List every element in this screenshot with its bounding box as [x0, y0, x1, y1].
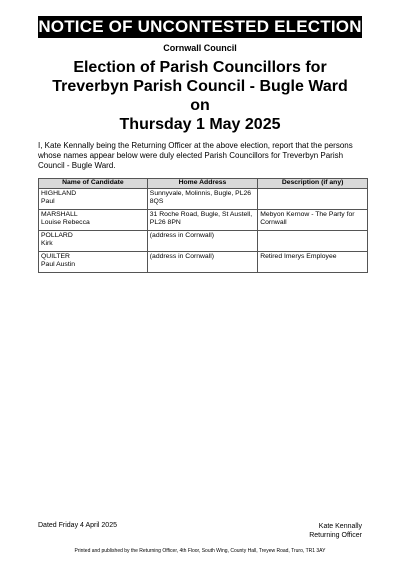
table-row	[39, 188, 368, 209]
candidates-table	[38, 178, 368, 273]
intro-paragraph: I, Kate Kennally being the Returning Officer at the above election, report that the persons whose names appear below were duly elected Parish Councillors for Treverbyn Parish Council - Bugle Ward.	[38, 141, 353, 170]
returning-officer-block	[309, 522, 362, 540]
imprint-line: Printed and published by the Returning Officer, 4th Floor, South Wing, County Hall, Treyew Road, Truro, TR1 3AY	[74, 548, 326, 554]
candidate-description: Mebyon Kernow - The Party for Cornwall	[258, 209, 368, 230]
candidate-description	[258, 230, 368, 251]
heading-line-1: Election of Parish Councillors for	[73, 59, 327, 76]
candidate-forenames: Louise Rebecca	[41, 219, 90, 226]
table-row	[39, 230, 368, 251]
candidate-name-cell	[39, 230, 148, 251]
candidate-surname: HIGHLAND	[41, 189, 77, 197]
table-row	[39, 209, 368, 230]
heading-line-2: Treverbyn Parish Council - Bugle Ward	[52, 78, 348, 95]
table-row	[39, 251, 368, 272]
candidate-name-cell	[39, 188, 148, 209]
candidate-name-cell	[39, 251, 148, 272]
header-name: Name of Candidate	[39, 179, 148, 189]
heading-line-4: Thursday 1 May 2025	[119, 116, 281, 133]
header-description: Description (if any)	[258, 179, 368, 189]
candidate-description: Retired Imerys Employee	[258, 251, 368, 272]
dated-line: Dated Friday 4 April 2025	[38, 522, 117, 529]
candidate-forenames: Paul	[41, 198, 55, 205]
council-name: Cornwall Council	[163, 43, 237, 53]
candidate-address: Sunnyvale, Molinnis, Bugle, PL26 8QS	[147, 188, 257, 209]
candidate-surname: POLLARD	[41, 231, 73, 239]
candidate-address: (address in Cornwall)	[147, 251, 257, 272]
table-header-row	[39, 179, 368, 189]
candidate-address: (address in Cornwall)	[147, 230, 257, 251]
candidate-name-cell	[39, 209, 148, 230]
candidate-surname: QUILTER	[41, 252, 70, 260]
heading-line-3: on	[190, 97, 210, 114]
candidate-address: 31 Roche Road, Bugle, St Austell, PL26 8PN	[147, 209, 257, 230]
candidate-forenames: Paul Austin	[41, 261, 76, 268]
officer-title: Returning Officer	[309, 532, 362, 539]
candidate-forenames: Kirk	[41, 240, 53, 247]
candidate-description	[258, 188, 368, 209]
header-address: Home Address	[147, 179, 257, 189]
candidate-surname: MARSHALL	[41, 210, 78, 218]
notice-banner: NOTICE OF UNCONTESTED ELECTION	[38, 17, 362, 36]
officer-name: Kate Kennally	[318, 523, 362, 530]
